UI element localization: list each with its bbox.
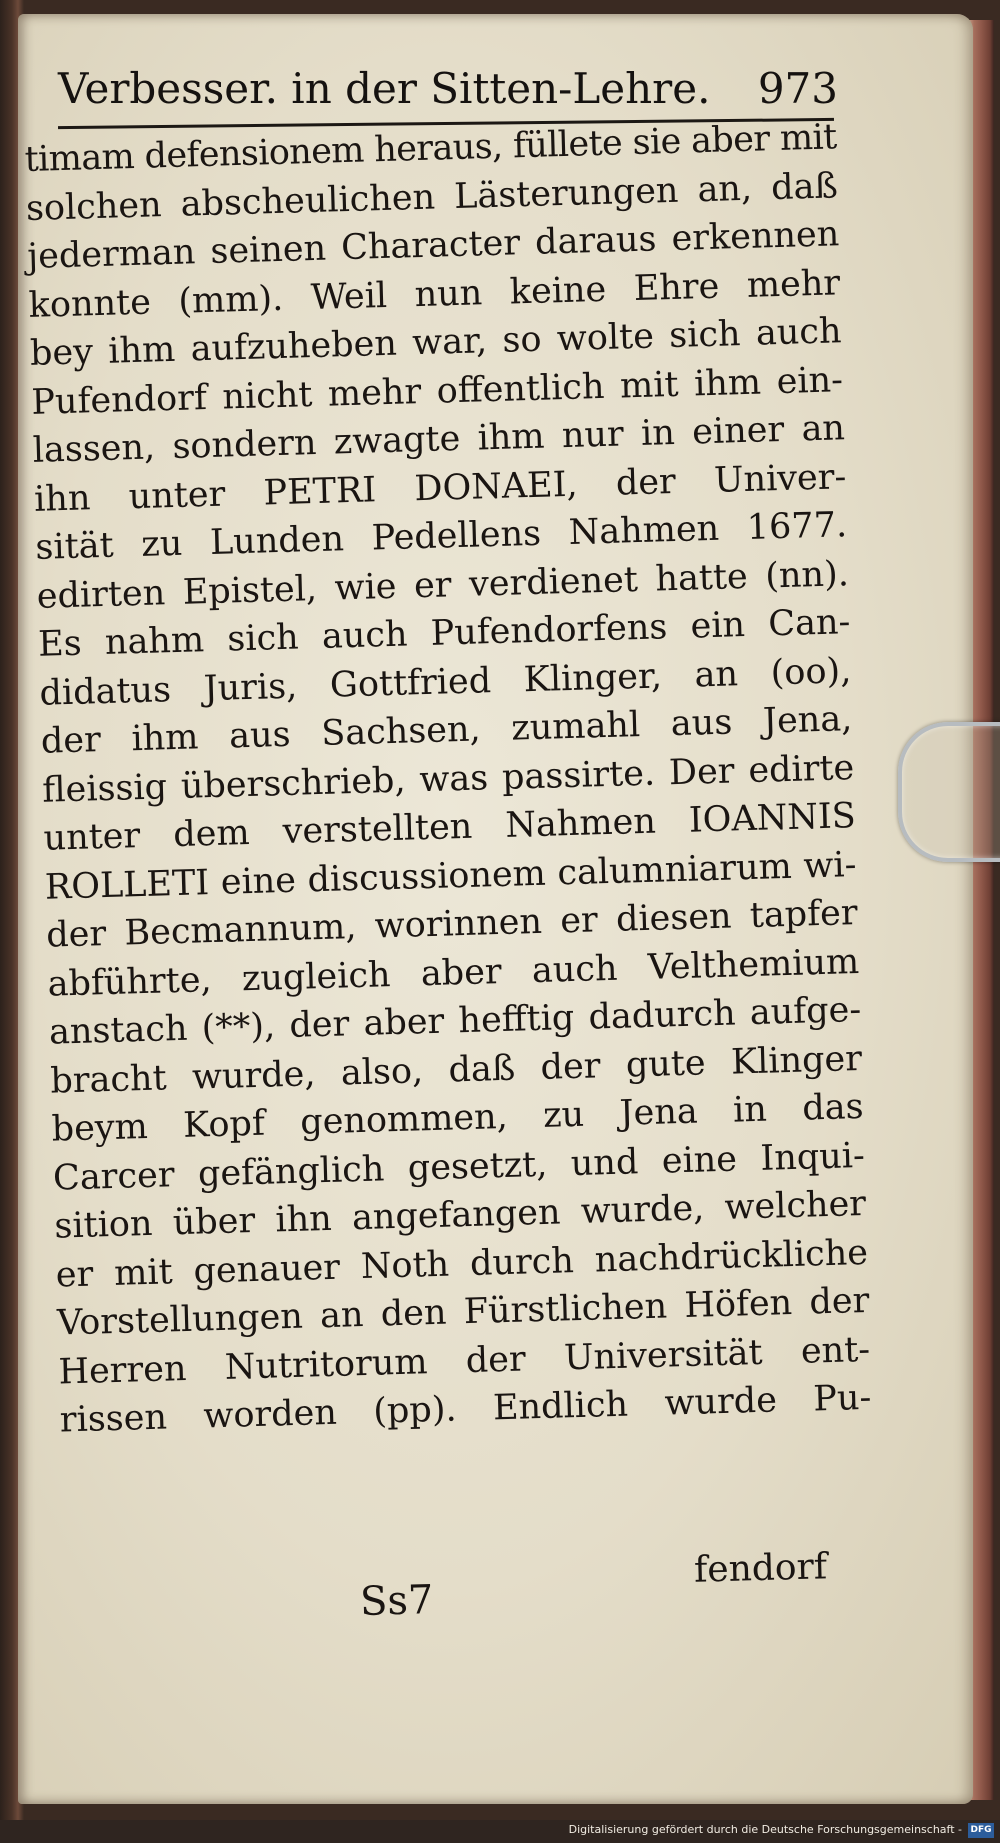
text-line: Es nahm sich auch Pufendorfens ein Can-: [37, 602, 851, 665]
page-number: 973: [757, 64, 838, 113]
dfg-logo-icon: DFG: [968, 1823, 994, 1838]
paper-clip: [898, 722, 1000, 862]
text-line: der Becmannum, worinnen er diesen tapfer: [45, 893, 859, 956]
text-line: edirten Epistel, wie er verdienet hatte (nn).: [36, 553, 850, 617]
text-line: timam defensionem heraus, füllete sie aber mit: [24, 117, 838, 180]
text-line: der ihm aus Sachsen, zumahl aus Jena,: [40, 699, 853, 762]
funding-credit: Digitalisierung gefördert durch die Deutsche Forschungsgemeinschaft -: [568, 1823, 962, 1836]
signature-mark: Ss7: [359, 1577, 434, 1625]
text-line: Herren Nutritorum der Universität ent-: [57, 1329, 871, 1393]
digitization-footer: [0, 1820, 1000, 1843]
text-line: bracht wurde, also, daß der gute Klinger: [49, 1038, 863, 1102]
text-line: bey ihm aufzuheben war, so wolte sich auch: [29, 311, 843, 374]
text-line: sität zu Lunden Pedellens Nahmen 1677.: [34, 505, 848, 568]
text-line: didatus Juris, Gottfried Klinger, an (oo),: [39, 650, 852, 714]
text-line: ROLLETI eine discussionem calumniarum wi-: [44, 844, 857, 908]
text-line: fleissig überschrieb, was passirte. Der edirte: [41, 747, 855, 811]
running-header: [58, 64, 838, 120]
text-line: jederman seinen Character daraus erkennen: [26, 214, 840, 277]
catchword: fendorf: [693, 1546, 828, 1591]
text-line: abführte, zugleich aber auch Velthemium: [47, 941, 860, 1005]
text-line: sition über ihn angefangen wurde, welcher: [53, 1183, 867, 1247]
text-line: beym Kopf genommen, zu Jena in das: [51, 1086, 865, 1150]
body-text: [24, 113, 872, 1445]
text-line: solchen abscheulichen Lästerungen an, daß: [25, 165, 839, 229]
text-line: unter dem verstellten Nahmen IOANNIS: [43, 796, 857, 859]
text-line: ihn unter PETRI DONAEI, der Univer-: [33, 456, 847, 520]
text-line: Carcer gefänglich gesetzt, und eine Inqui-: [52, 1135, 866, 1199]
text-line: Pufendorf nicht mehr offentlich mit ihm ein-: [30, 359, 844, 423]
text-line: rissen worden (pp). Endlich wurde Pu-: [59, 1377, 872, 1441]
text-line: konnte (mm). Weil nun keine Ehre mehr: [28, 262, 841, 326]
text-line: er mit genauer Noth durch nachdrückliche: [55, 1232, 869, 1296]
text-line: Vorstellungen an den Fürstlichen Höfen der: [56, 1280, 870, 1344]
running-title: Verbesser. in der Sitten-Lehre.: [58, 64, 711, 113]
text-line: anstach (**), der aber hefftig dadurch aufge-: [48, 989, 862, 1053]
text-line: lassen, sondern zwagte ihm nur in einer an: [32, 408, 846, 471]
